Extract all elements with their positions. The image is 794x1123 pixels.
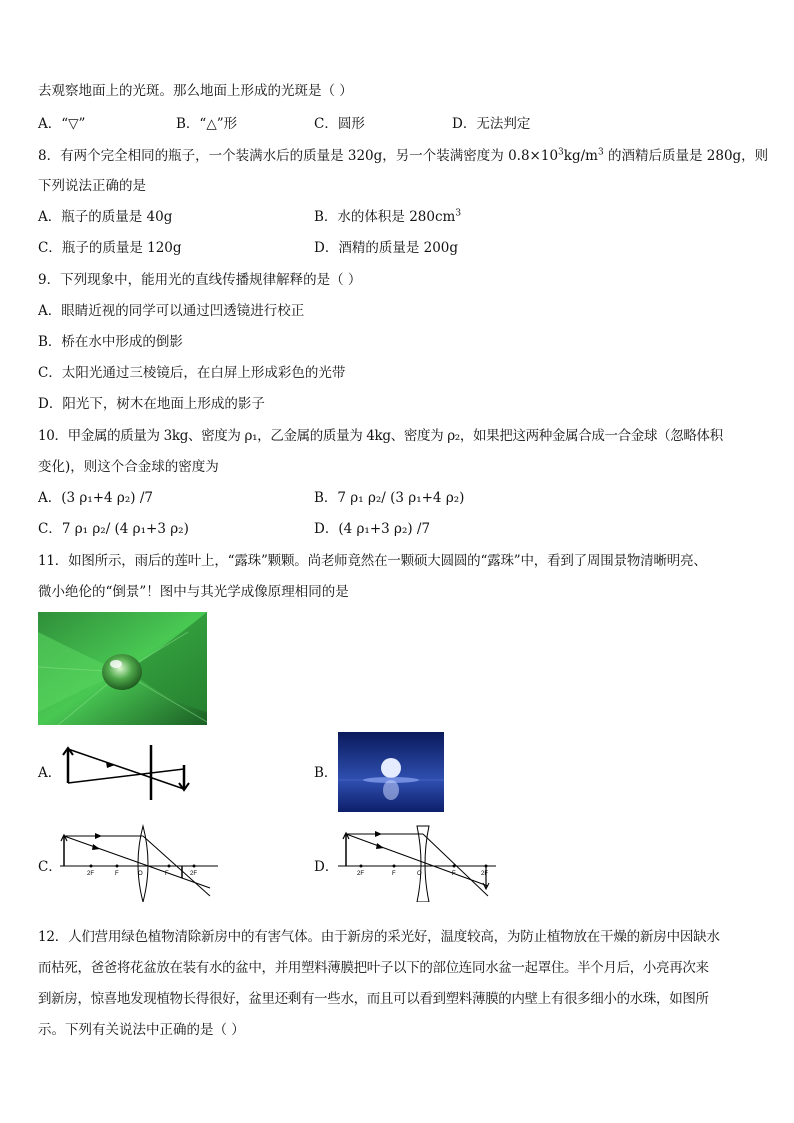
q7-option-b[interactable]: B．“△”形 <box>176 116 238 132</box>
lens-c-label-2f-left: 2F <box>87 871 95 877</box>
q8-option-b-text: B．水的体积是 280cm <box>314 209 456 225</box>
concave-lens-diagram <box>338 822 496 902</box>
q12-stem-line2: 而枯死，爸爸将花盆放在装有水的盆中，并用塑料薄膜把叶子以下的部位连同水盆一起罩住。半个月后，小亮再次来 <box>38 960 709 976</box>
q11-stem-line2: 微小绝伦的“倒景”！图中与其光学成像原理相同的是 <box>38 584 349 600</box>
q8-option-b[interactable] <box>314 208 461 226</box>
q9-option-a[interactable]: A．眼睛近视的同学可以通过凹透镜进行校正 <box>38 303 305 319</box>
q9-option-c[interactable]: C．太阳光通过三棱镜后，在白屏上形成彩色的光带 <box>38 365 346 381</box>
lens-c-label-o: O <box>138 871 143 877</box>
q8-text-b: kg/m <box>563 148 598 164</box>
dewdrop-leaf-image <box>38 612 207 725</box>
lens-d-label-2f-right: 2F <box>481 871 489 877</box>
q8-text-c: 的酒精后质量是 280g，则 <box>603 148 769 164</box>
pinhole-diagram <box>60 745 192 800</box>
q10-option-a[interactable]: A．(3 ρ₁+4 ρ₂) /7 <box>38 490 153 506</box>
q8-option-c[interactable]: C．瓶子的质量是 120g <box>38 240 182 256</box>
q11-stem-line1: 11．如图所示，雨后的莲叶上，“露珠”颗颗。尚老师竟然在一颗硕大圆圆的“露珠”中，看到了周围景物清晰明亮、 <box>38 553 707 569</box>
lens-c-label-f-left: F <box>115 871 119 877</box>
q9-option-b[interactable]: B．桥在水中形成的倒影 <box>38 334 183 350</box>
q8-option-a[interactable]: A．瓶子的质量是 40g <box>38 209 173 225</box>
q11-option-b-label[interactable]: B． <box>314 765 338 781</box>
q10-option-d[interactable]: D．(4 ρ₁+3 ρ₂) /7 <box>314 521 431 537</box>
lens-d-label-2f-left: 2F <box>357 871 365 877</box>
q10-option-c[interactable]: C．7 ρ₁ ρ₂/ (4 ρ₁+3 ρ₂) <box>38 521 189 537</box>
q7-option-a[interactable]: A．“▽” <box>38 116 86 132</box>
q10-stem-line1: 10．甲金属的质量为 3kg、密度为 ρ₁，乙金属的质量为 4kg、密度为 ρ₂，如果把这两种金属合成一合金球（忽略体积 <box>38 428 723 444</box>
q8-stem-line2: 下列说法正确的是 <box>38 178 146 194</box>
q12-stem-line4: 示。下列有关说法中正确的是（ ） <box>38 1022 245 1038</box>
q8-option-d[interactable]: D．酒精的质量是 200g <box>314 240 459 256</box>
moon-reflection-image <box>338 732 444 812</box>
q12-stem-line3: 到新房，惊喜地发现植物长得很好，盆里还剩有一些水，而且可以看到塑料薄膜的内壁上有很多细小的水珠，如图所 <box>38 991 709 1007</box>
q8-sup-b: 3 <box>597 147 604 158</box>
convex-lens-diagram <box>60 822 218 902</box>
q9-stem: 9．下列现象中，能用光的直线传播规律解释的是（ ） <box>38 272 362 288</box>
lens-c-label-2f-right: 2F <box>190 871 198 877</box>
lens-d-label-f-right: F <box>452 871 456 877</box>
q8-option-b-sup: 3 <box>455 208 462 219</box>
q7-option-c[interactable]: C．圆形 <box>314 116 365 132</box>
lens-c-label-f-right: F <box>165 871 169 877</box>
q11-option-a-label[interactable]: A． <box>38 765 62 781</box>
lens-d-label-o: O <box>417 871 422 877</box>
q11-option-c-label[interactable]: C． <box>38 859 62 875</box>
q10-option-b[interactable]: B．7 ρ₁ ρ₂/ (3 ρ₁+4 ρ₂) <box>314 490 465 506</box>
q10-stem-line2: 变化)，则这个合金球的密度为 <box>38 459 219 475</box>
q8-text-a: 8．有两个完全相同的瓶子，一个装满水后的质量是 320g，另一个装满密度为 0.8×10 <box>38 148 559 164</box>
line-question7-stem: 去观察地面上的光斑。那么地面上形成的光斑是（ ） <box>38 83 353 99</box>
lens-d-label-f-left: F <box>392 871 396 877</box>
q7-option-d[interactable]: D．无法判定 <box>452 116 531 132</box>
q9-option-d[interactable]: D．阳光下，树木在地面上形成的影子 <box>38 396 265 412</box>
q8-stem-line1 <box>38 147 768 165</box>
q11-option-d-label[interactable]: D． <box>314 859 339 875</box>
q8-sup-a: 3 <box>558 147 564 158</box>
q12-stem-line1: 12．人们营用绿色植物清除新房中的有害气体。由于新房的采光好，温度较高，为防止植物放在干燥的新房中因缺水 <box>38 929 720 945</box>
